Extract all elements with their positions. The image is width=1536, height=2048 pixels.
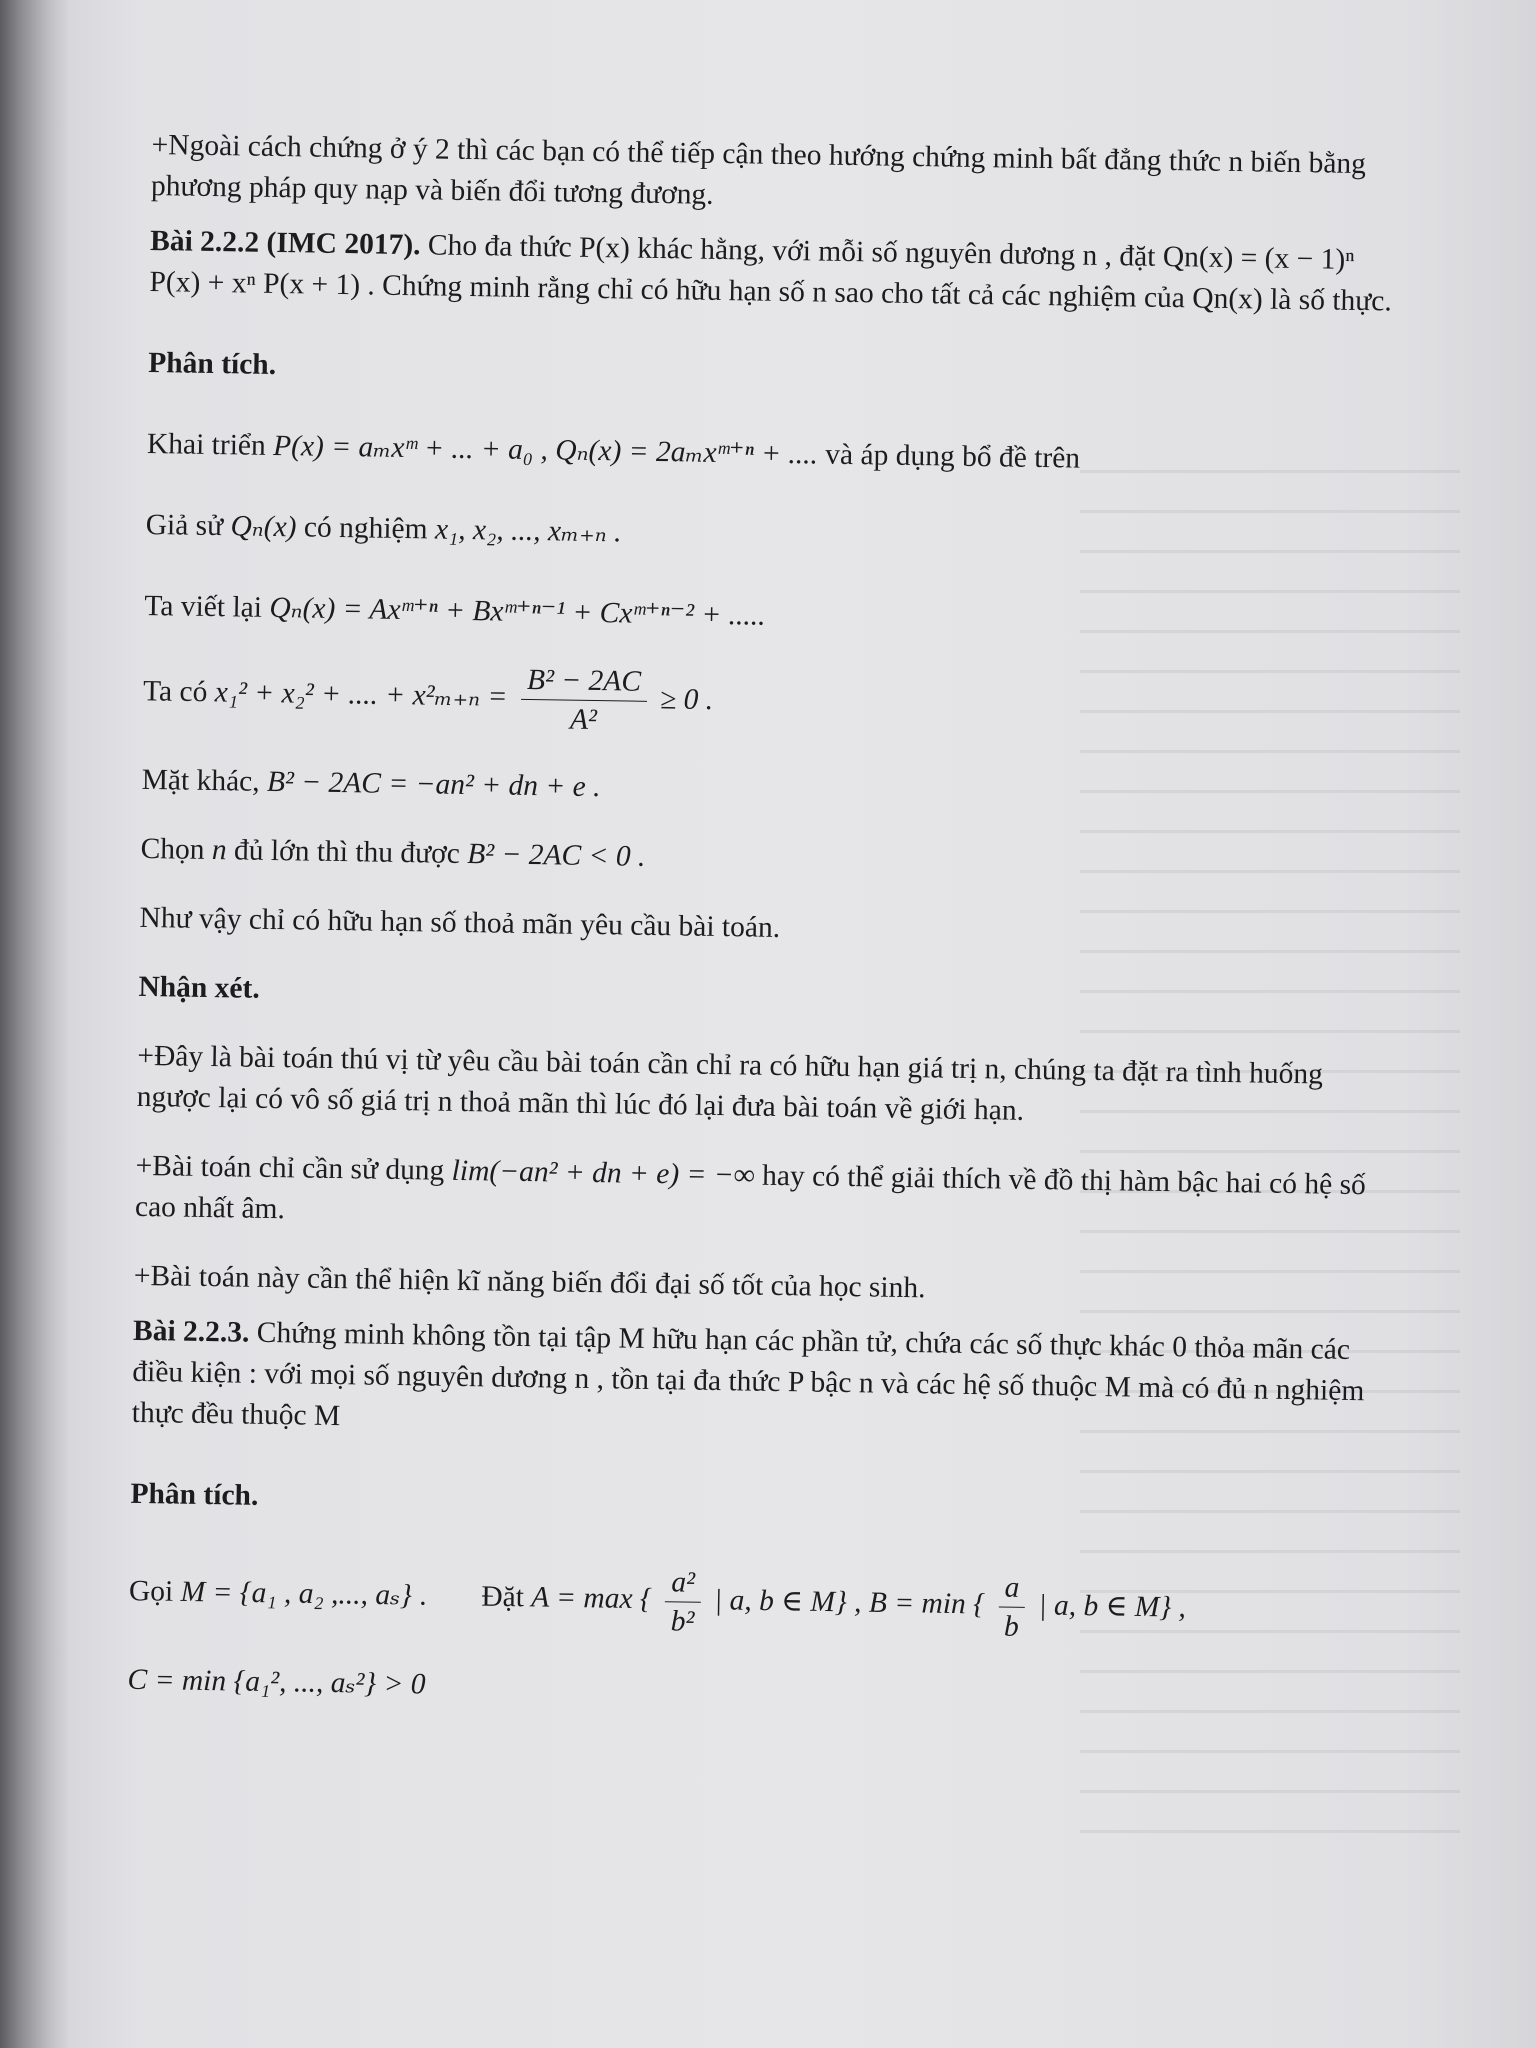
define-c-formula: C = min {a₁², ..., aₛ²} > 0 (127, 1663, 426, 1701)
roots-list: x₁, x₂, ..., xₘ₊ₙ . (434, 513, 622, 549)
define-b-right: | a, b ∈ M} , (1038, 1589, 1187, 1624)
analysis-2-heading: Phân tích. (130, 1477, 259, 1512)
other-hand-line (141, 760, 1391, 821)
remark-2-formula: lim(−an² + dn + e) = −∞ (451, 1154, 756, 1192)
other-hand-text: Mặt khác, (141, 763, 260, 798)
rewrite-text: Ta viết lại (144, 589, 263, 624)
define-b-fraction (998, 1568, 1026, 1645)
expansion-line (147, 424, 1397, 485)
define-b-left: , B = min { (853, 1586, 986, 1621)
choose-n: n (211, 834, 227, 867)
fraction-numerator: B² − 2AC (521, 661, 648, 702)
define-a-right: | a, b ∈ M} (713, 1584, 848, 1619)
define-a-fraction (664, 1563, 701, 1641)
rewrite-formula: Qₙ(x) = Axᵐ⁺ⁿ + Bxᵐ⁺ⁿ⁻¹ + Cxᵐ⁺ⁿ⁻² + ..... (269, 591, 766, 632)
sum-formula-right: ≥ 0 . (659, 683, 714, 717)
sum-squares-line (142, 655, 1393, 752)
roots-text: Giả sử (145, 508, 224, 543)
define-c-line (127, 1660, 1377, 1721)
set-m: M = {a₁ , a₂ ,..., aₛ} (180, 1575, 413, 1612)
page-content (127, 125, 1402, 1720)
remark-heading: Nhận xét. (138, 970, 260, 1005)
exercise-body: Cho đa thức P(x) khác hằng, với mỗi số nguyên dương n , đặt Qn(x) = (x − 1)ⁿ P(x) + xⁿ P(x + 1) . Chứng minh rằng chỉ có hữu hạn số n sao cho tất cả các nghiệm của Qn(x) là số thực. (149, 229, 1393, 318)
set-definitions-line (128, 1555, 1379, 1652)
remark-2-text: +Bài toán chỉ cần sử dụng (135, 1149, 445, 1187)
sum-text: Ta có (142, 675, 208, 709)
roots-line (145, 505, 1395, 566)
b-denominator: b (1003, 1610, 1020, 1643)
conclusion-line: Như vậy chỉ có hữu hạn số thoả mãn yêu cầu bài toán. (139, 901, 781, 944)
exercise-2-2-2 (149, 221, 1400, 323)
sum-fraction (520, 661, 647, 740)
roots-mid: có nghiệm (303, 511, 428, 546)
remark-1: +Đây là bài toán thú vị từ yêu cầu bài toán cần chỉ ra có hữu hạn giá trị n, chúng ta đặt ra tình huống ngược lại có vô số giá trị n thoả mãn thì lúc đó lại đưa bài toán về giới hạn. (136, 1039, 1324, 1127)
expansion-formula: P(x) = aₘxᵐ + ... + a₀ , Qₙ(x) = 2aₘxᵐ⁺ⁿ + .... (272, 429, 819, 471)
remark-2-tail: hay có thể giải thích về đồ thị hàm bậc hai có hệ số cao nhất âm. (134, 1159, 1367, 1226)
choose-n-line (140, 829, 1390, 890)
define-a-left: A = max { (531, 1581, 652, 1616)
remark-3: +Bài toán này cần thể hiện kĩ năng biến đổi đại số tốt của học sinh. (133, 1259, 926, 1305)
set-text: Gọi (128, 1575, 174, 1608)
set-dot: . (418, 1579, 427, 1612)
remark-2 (135, 1146, 1386, 1248)
exercise-2-title: Bài 2.2.3. (132, 1314, 250, 1349)
exercise-2-body: Chứng minh không tồn tại tập M hữu hạn các phần tử, chứa các số thực khác 0 thỏa mãn các điều kiện : với mọi số nguyên dương n , tồn tại đa thức P bậc n và các hệ số thuộc M mà có đủ n nghiệm thực đều thuộc M (131, 1316, 1365, 1433)
expansion-text: Khai triển (146, 427, 267, 462)
roots-poly: Qₙ(x) (230, 510, 297, 544)
choose-text-2: đủ lớn thì thu được (233, 834, 461, 870)
expansion-tail: và áp dụng bổ đề trên (825, 438, 1081, 475)
fraction-denominator: A² (569, 703, 598, 737)
a-numerator: a² (665, 1563, 701, 1603)
intro-paragraph: +Ngoài cách chứng ở ý 2 thì các bạn có thể tiếp cận theo hướng chứng minh bất đẳng thức n biến bằng phương pháp quy nạp và biến đổi tương đương. (150, 128, 1367, 211)
define-text: Đặt (481, 1580, 525, 1614)
exercise-2-2-3 (131, 1311, 1383, 1454)
other-hand-formula: B² − 2AC = −an² + dn + e . (266, 765, 601, 804)
analysis-heading: Phân tích. (148, 346, 277, 381)
choose-text-1: Chọn (140, 832, 205, 866)
exercise-title: Bài 2.2.2 (IMC 2017). (149, 224, 421, 262)
rewrite-line (144, 586, 1394, 647)
a-denominator: b² (670, 1605, 695, 1638)
sum-formula-left: x₁² + x₂² + .... + x²ₘ₊ₙ = (214, 676, 508, 713)
b-numerator: a (998, 1568, 1025, 1607)
choose-formula: B² − 2AC < 0 . (466, 838, 646, 873)
